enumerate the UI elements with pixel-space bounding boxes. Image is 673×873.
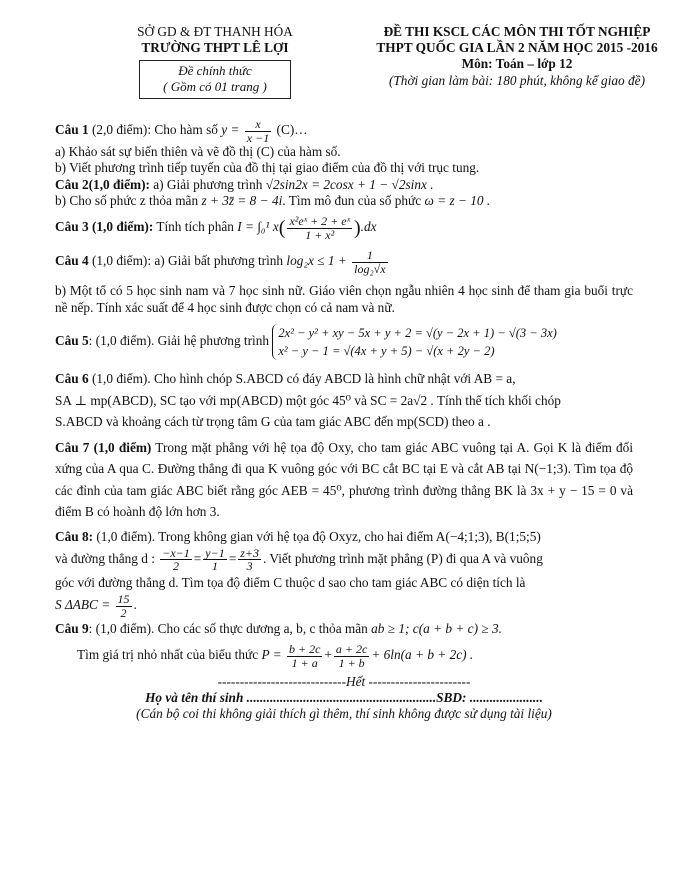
inequality-fraction bbox=[352, 249, 387, 275]
question-8-points: (1,0 điểm). bbox=[96, 528, 156, 544]
official-label: Đề chính thức bbox=[178, 63, 252, 79]
school-block bbox=[110, 24, 320, 99]
system-equation-2: x² − y − 1 = √(4x + y + 5) − √(x + 2y − 2) bbox=[278, 344, 495, 358]
question-7-label: Câu 7 bbox=[55, 439, 90, 455]
function-denominator: x −1 bbox=[246, 130, 270, 145]
system-equation-1: 2x² − y² + xy − 5x + y + 2 = √(y − 2x + 1) − √(3 − 3x) bbox=[278, 325, 557, 340]
question-7-text: Trong mặt phẳng với hệ tọa độ Oxy, cho tam giác ABC vuông tại A. Gọi K là điểm đối xứng của A qua C. Đường thẳng đi qua K vuông góc với BC cắt BC tại E và cắt AB tại N(−1;3). Tìm tọa độ các đỉnh của tam giác ABC biết rằng góc AEB = 45⁰, phương trình đường thẳng BK là 3x + y − 15 = 0 và điểm B có hoành độ lớn hơn 3. bbox=[55, 439, 634, 520]
question-2b-omega: ω = z − 10 . bbox=[424, 192, 491, 208]
question-6-text-3: S.ABCD và khoảng cách từ trọng tâm G của tam giác ABC đến mp(SCD) theo a . bbox=[55, 414, 491, 430]
expression-fraction-2 bbox=[334, 643, 369, 669]
expression-fraction-2-den: 1 + b bbox=[338, 655, 365, 670]
question-6-text-2: SA ⊥ mp(ABCD), SC tạo với mp(ABCD) một góc 45⁰ và SC = 2a√2 . Tính thể tích khối chóp bbox=[55, 392, 561, 408]
question-9-lead: Tìm giá trị nhỏ nhất của biểu thức bbox=[77, 647, 259, 663]
function-lhs: y = bbox=[221, 122, 240, 138]
integral-denominator: 1 + x² bbox=[305, 227, 335, 242]
question-2a-equation: √2sin2x = 2cosx + 1 − √2sinx . bbox=[265, 176, 434, 192]
question-4-points: (1,0 điểm): bbox=[91, 253, 152, 269]
question-3-points: (1,0 điểm): bbox=[91, 219, 154, 235]
question-9: Câu 9: (1,0 điểm). Cho các số thực dương a, b, c thỏa mãn ab ≥ 1; c(a + b + c) ≥ 3. Tìm giá trị nhỏ nhất của biểu thức P = $\frac{b + 2c}{1 + a}$ + $\frac{a + 2c}{1 + b}$ + 6ln(a + b + 2c) . bbox=[55, 621, 502, 670]
question-9-condition: ab ≥ 1; c(a + b + c) ≥ 3. bbox=[371, 621, 502, 637]
question-8: Câu 8: (1,0 điểm). Trong không gian với hệ tọa độ Oxyz, cho hai điểm A(−4;1;3), B(1;5;5) và đường thẳng d : $\frac{-x-1}{2}$ = $\frac{y-1}{1}$ = $\frac{z+3}{3}$ . Viết phương trình mặt phẳng (P) đi qua A và vuông góc với đường thẳng d. Tìm tọa độ điểm C thuộc d sao cho tam giác ABC có diện tích là S ΔABC = $\frac{15}{2}$ . bbox=[55, 527, 633, 619]
question-8-line-tail: . Viết phương trình mặt phẳng (P) đi qua A và vuông bbox=[263, 550, 543, 566]
question-7 bbox=[55, 437, 633, 523]
question-1b: b) Viết phương trình tiếp tuyến của đồ thị tại giao điểm của đồ thị với trục tung. bbox=[55, 160, 480, 176]
line-fraction-x bbox=[160, 547, 192, 573]
question-3-label: Câu 3 bbox=[55, 219, 89, 235]
question-1-label: Câu 1 bbox=[55, 122, 89, 138]
subject-line: Môn: Toán – lớp 12 bbox=[461, 56, 573, 72]
question-2-points: (1,0 điểm): bbox=[88, 176, 150, 192]
question-9-points: : (1,0 điểm). Cho các số thực dương a, b, c thỏa mãn bbox=[88, 621, 368, 637]
question-2a-lead: a) Giải phương trình bbox=[153, 176, 263, 192]
question-3: Câu 3 (1,0 điểm): Tính tích phân I = ∫₀¹ x( $\frac{\text{x²eˣ + 2 + eˣ}}{\text{1 + x²}}$ ).dx bbox=[55, 214, 377, 242]
official-box bbox=[139, 60, 291, 99]
line-fraction-z-num: z+3 bbox=[240, 545, 259, 560]
exam-title-line1: ĐỀ THI KSCL CÁC MÔN THI TỐT NGHIỆP bbox=[383, 24, 651, 39]
question-3-lead: Tính tích phân bbox=[156, 219, 234, 235]
line-fraction-x-num: −x−1 bbox=[162, 545, 190, 560]
page-count: ( Gồm có 01 trang ) bbox=[163, 79, 267, 95]
question-6-label: Câu 6 bbox=[55, 371, 89, 387]
inequality-lhs: log₂x ≤ 1 + bbox=[286, 253, 347, 269]
line-fraction-z-den: 3 bbox=[246, 559, 253, 574]
equation-system bbox=[272, 324, 556, 360]
candidate-name-line: Họ và tên thí sinh .........................................................SBD: ...................... bbox=[145, 689, 543, 705]
line-fraction-z bbox=[238, 547, 261, 573]
question-2 bbox=[55, 177, 633, 209]
department-name: SỞ GD & ĐT THANH HÓA bbox=[137, 24, 293, 39]
expression-fraction-1 bbox=[287, 643, 322, 669]
question-2-label: Câu 2 bbox=[55, 176, 89, 192]
integral-fraction bbox=[287, 215, 352, 241]
question-6 bbox=[55, 368, 633, 433]
question-1-points: (2,0 điểm): bbox=[91, 122, 152, 138]
expression-fraction-1-num: b + 2c bbox=[288, 642, 321, 657]
time-line: (Thời gian làm bài: 180 phút, không kể giao đề) bbox=[388, 72, 645, 88]
expression-fraction-2-num: a + 2c bbox=[335, 642, 368, 657]
integral-prefix: I = ∫₀¹ x bbox=[237, 219, 279, 235]
question-4b: b) Một tổ có 5 học sinh nam và 7 học sinh nữ. Giáo viên chọn ngẫu nhiên 4 học sinh để tham gia buổi trực nề nếp. Tính xác suất để 4 học sinh được chọn có cả nam và nữ. bbox=[55, 283, 633, 315]
inequality-numerator: 1 bbox=[352, 249, 387, 263]
inequality-denominator: log₂√x bbox=[354, 261, 386, 276]
function-fraction bbox=[245, 118, 271, 144]
question-2b-mid: . Tìm mô đun của số phức bbox=[282, 192, 422, 208]
question-2b-equation: z + 3z̄ = 8 − 4i bbox=[201, 192, 283, 208]
line-fraction-x-den: 2 bbox=[173, 559, 180, 574]
question-5 bbox=[55, 324, 633, 360]
school-name: TRƯỜNG THPT LÊ LỢI bbox=[141, 40, 289, 56]
question-8-label: Câu 8: bbox=[55, 528, 94, 544]
question-8-text-1: Trong không gian với hệ tọa độ Oxyz, cho hai điểm A(−4;1;3), B(1;5;5) bbox=[158, 528, 541, 544]
question-7-points: (1,0 điểm) bbox=[93, 439, 152, 455]
area-denominator: 2 bbox=[120, 605, 127, 620]
question-8-text-3: góc với đường thẳng d. Tìm tọa độ điểm C thuộc d sao cho tam giác ABC có diện tích là bbox=[55, 574, 526, 590]
expression-fraction-1-den: 1 + a bbox=[291, 655, 318, 670]
line-fraction-y bbox=[203, 547, 226, 573]
question-8-line-lead: và đường thẳng d : bbox=[55, 550, 155, 566]
expression-lhs: P = bbox=[261, 647, 282, 663]
line-fraction-y-den: 1 bbox=[212, 559, 218, 574]
end-marker: -----------------------------Hết ----------------------- bbox=[217, 673, 471, 689]
question-4a-lead: a) Giải bất phương trình bbox=[154, 253, 284, 269]
question-6-text-1: Cho hình chóp S.ABCD có đáy ABCD là hình chữ nhật với AB = a, bbox=[154, 371, 516, 387]
exam-title-line2: THPT QUỐC GIA LẦN 2 NĂM HỌC 2015 -2016 bbox=[376, 40, 658, 56]
exam-footer bbox=[55, 674, 633, 723]
integral-numerator: x²eˣ + 2 + eˣ bbox=[289, 214, 350, 229]
function-numerator: x bbox=[245, 118, 271, 132]
exam-title-block bbox=[337, 24, 673, 89]
expression-tail: + 6ln(a + b + 2c) . bbox=[371, 647, 474, 663]
question-5-points: : (1,0 điểm). Giải hệ phương trình bbox=[88, 333, 270, 349]
area-numerator: 15 bbox=[117, 591, 130, 606]
question-9-label: Câu 9 bbox=[55, 621, 89, 637]
question-4 bbox=[55, 249, 633, 316]
question-1 bbox=[55, 118, 633, 177]
proctor-note: (Cán bộ coi thi không giải thích gì thêm, thí sinh không được sử dụng tài liệu) bbox=[136, 705, 552, 721]
area-lhs: S ΔABC = bbox=[55, 597, 111, 613]
question-4-label: Câu 4 bbox=[55, 253, 89, 269]
area-fraction bbox=[116, 593, 132, 619]
question-2b-lead: b) Cho số phức z thỏa mãn bbox=[55, 192, 199, 208]
question-5-label: Câu 5 bbox=[55, 333, 89, 349]
question-6-points: (1,0 điểm). bbox=[91, 371, 151, 387]
question-1-lead: Cho hàm số bbox=[154, 122, 218, 138]
integral-suffix: .dx bbox=[360, 219, 377, 235]
line-fraction-y-num: y−1 bbox=[205, 545, 225, 560]
exam-header bbox=[55, 0, 658, 118]
question-1a: a) Khảo sát sự biến thiên và vẽ đồ thị (C) của hàm số. bbox=[55, 144, 341, 160]
function-tail: (C)… bbox=[276, 122, 308, 138]
